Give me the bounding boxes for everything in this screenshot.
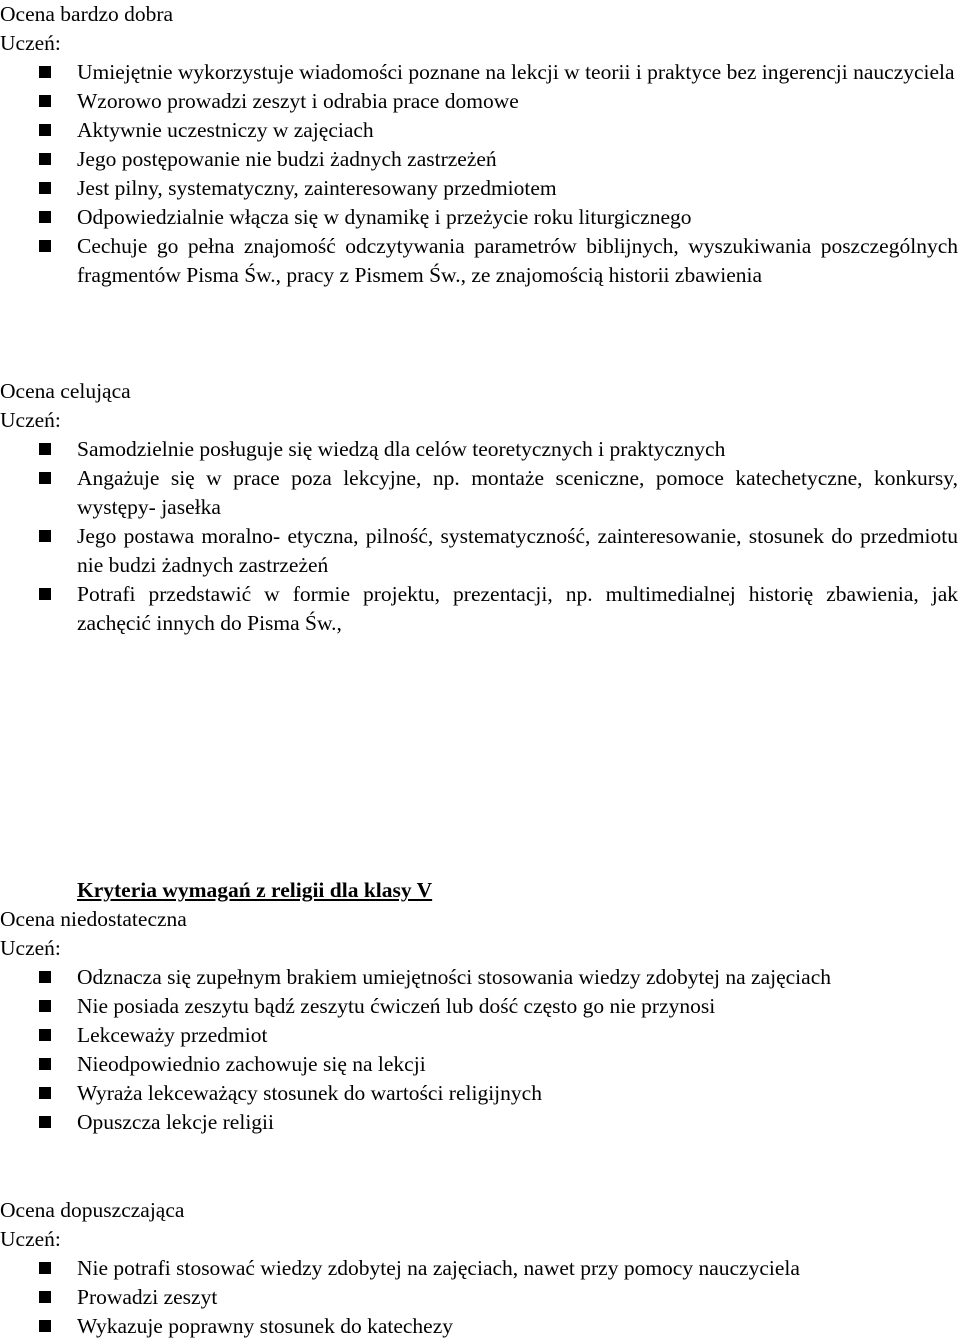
list-item: Samodzielnie posługuje się wiedzą dla celów teoretycznych i praktycznych bbox=[0, 435, 960, 464]
square-bullet-icon bbox=[39, 472, 51, 484]
list-item: Nieodpowiednio zachowuje się na lekcji bbox=[0, 1050, 960, 1079]
square-bullet-icon bbox=[39, 1029, 51, 1041]
square-bullet-icon bbox=[39, 66, 51, 78]
section-grade-very-good bbox=[0, 0, 960, 290]
list-item: Umiejętnie wykorzystuje wiadomości poznane na lekcji w teorii i praktyce bez ingerencji nauczyciela bbox=[0, 58, 960, 87]
square-bullet-icon bbox=[39, 443, 51, 455]
list-item: Wzorowo prowadzi zeszyt i odrabia prace domowe bbox=[0, 87, 960, 116]
square-bullet-icon bbox=[39, 1058, 51, 1070]
list-item: Lekceważy przedmiot bbox=[0, 1021, 960, 1050]
criteria-list bbox=[0, 963, 960, 1137]
list-item: Nie potrafi stosować wiedzy zdobytej na zajęciach, nawet przy pomocy nauczyciela bbox=[0, 1254, 960, 1283]
document-title: Kryteria wymagań z religii dla klasy V bbox=[77, 878, 433, 902]
grade-heading: Ocena niedostateczna bbox=[0, 907, 187, 931]
square-bullet-icon bbox=[39, 124, 51, 136]
list-item: Wykazuje poprawny stosunek do katechezy bbox=[0, 1312, 960, 1341]
criteria-list bbox=[0, 1254, 960, 1341]
section-grade-sufficient bbox=[0, 1196, 960, 1341]
list-item: Potrafi przedstawić w formie projektu, prezentacji, np. multimedialnej historię zbawienia, jak zachęcić innych do Pisma Św., bbox=[0, 580, 960, 638]
square-bullet-icon bbox=[39, 588, 51, 600]
list-item: Odpowiedzialnie włącza się w dynamikę i przeżycie roku liturgicznego bbox=[0, 203, 960, 232]
square-bullet-icon bbox=[39, 1000, 51, 1012]
list-item: Odznacza się zupełnym brakiem umiejętności stosowania wiedzy zdobytej na zajęciach bbox=[0, 963, 960, 992]
student-label: Uczeń: bbox=[0, 936, 61, 960]
section-grade-insufficient bbox=[0, 876, 960, 1137]
section-grade-excellent bbox=[0, 377, 960, 638]
square-bullet-icon bbox=[39, 530, 51, 542]
list-item: Jego postępowanie nie budzi żadnych zastrzeżeń bbox=[0, 145, 960, 174]
grade-heading: Ocena dopuszczająca bbox=[0, 1198, 185, 1222]
student-label: Uczeń: bbox=[0, 408, 61, 432]
list-item: Nie posiada zeszytu bądź zeszytu ćwiczeń lub dość często go nie przynosi bbox=[0, 992, 960, 1021]
square-bullet-icon bbox=[39, 240, 51, 252]
square-bullet-icon bbox=[39, 1116, 51, 1128]
list-item: Prowadzi zeszyt bbox=[0, 1283, 960, 1312]
list-item: Jest pilny, systematyczny, zainteresowany przedmiotem bbox=[0, 174, 960, 203]
square-bullet-icon bbox=[39, 95, 51, 107]
square-bullet-icon bbox=[39, 211, 51, 223]
list-item: Opuszcza lekcje religii bbox=[0, 1108, 960, 1137]
list-item: Jego postawa moralno- etyczna, pilność, systematyczność, zainteresowanie, stosunek do przedmiotu nie budzi żadnych zastrzeżeń bbox=[0, 522, 960, 580]
grade-heading: Ocena bardzo dobra bbox=[0, 2, 174, 26]
criteria-list bbox=[0, 435, 960, 638]
list-item: Cechuje go pełna znajomość odczytywania parametrów biblijnych, wyszukiwania poszczególnych fragmentów Pisma Św., pracy z Pismem Św., ze znajomością historii zbawienia bbox=[0, 232, 960, 290]
list-item: Wyraża lekceważący stosunek do wartości religijnych bbox=[0, 1079, 960, 1108]
square-bullet-icon bbox=[39, 1291, 51, 1303]
criteria-list bbox=[0, 58, 960, 290]
student-label: Uczeń: bbox=[0, 1227, 61, 1251]
student-label: Uczeń: bbox=[0, 31, 61, 55]
grade-heading: Ocena celująca bbox=[0, 379, 131, 403]
square-bullet-icon bbox=[39, 1320, 51, 1332]
list-item: Angażuje się w prace poza lekcyjne, np. montaże sceniczne, pomoce katechetyczne, konkursy, występy- jasełka bbox=[0, 464, 960, 522]
square-bullet-icon bbox=[39, 1087, 51, 1099]
list-item: Aktywnie uczestniczy w zajęciach bbox=[0, 116, 960, 145]
square-bullet-icon bbox=[39, 971, 51, 983]
square-bullet-icon bbox=[39, 1262, 51, 1274]
square-bullet-icon bbox=[39, 182, 51, 194]
square-bullet-icon bbox=[39, 153, 51, 165]
